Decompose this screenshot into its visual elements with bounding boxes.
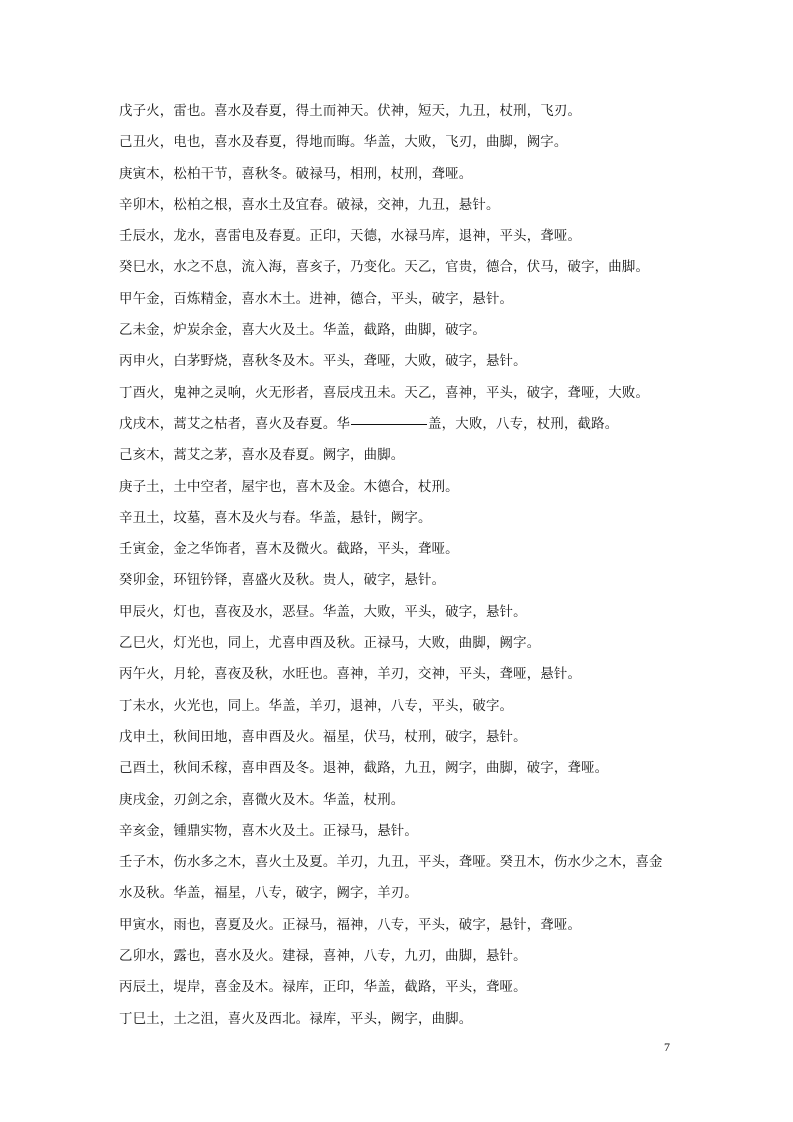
text-line: 戊申土，秋间田地，喜申酉及火。福星，伏马，杖刑，破字，悬针。: [119, 729, 527, 745]
text-before-blank: 戊戌木，蒿艾之枯者，喜火及春夏。华: [119, 416, 351, 432]
text-line: 壬寅金，金之华饰者，喜木及微火。截路，平头，聋哑。: [119, 542, 459, 558]
text-line: 庚子土，土中空者，屋宇也，喜木及金。木德合，杖刑。: [119, 479, 459, 495]
text-line: 丙申火，白茅野烧，喜秋冬及木。平头，聋哑，大败，破字，悬针。: [119, 354, 527, 370]
text-line: 辛亥金，锺鼎实物，喜木火及土。正禄马，悬针。: [119, 823, 418, 839]
page-number: 7: [664, 1040, 670, 1054]
text-line: 丙辰土，堤岸，喜金及木。禄库，正印，华盖，截路，平头，聋哑。: [119, 980, 527, 996]
text-line: 己亥木，蒿艾之茅，喜水及春夏。阙字，曲脚。: [119, 448, 405, 464]
text-line: 乙巳火，灯光也，同上，尤喜申酉及秋。正禄马，大败，曲脚，阙字。: [119, 636, 541, 652]
text-line: 己酉土，秋间禾稼，喜申酉及冬。退神，截路，九丑，阙字，曲脚，破字，聋哑。: [119, 761, 609, 777]
fill-in-blank: [351, 423, 427, 425]
text-line: 庚寅木，松柏干节，喜秋冬。破禄马，相刑，杖刑，聋哑。: [119, 166, 473, 182]
text-line: 乙卯水，露也，喜水及火。建禄，喜神，八专，九刃，曲脚，悬针。: [119, 949, 527, 965]
text-line: 丁巳土，土之沮，喜火及西北。禄库，平头，阙字，曲脚。: [119, 1011, 473, 1027]
text-line: 戊子火，雷也。喜水及春夏，得土而神天。伏神，短天，九丑，杖刑，飞刃。: [119, 104, 582, 119]
text-line: 丙午火，月轮，喜夜及秋，水旺也。喜神，羊刃，交神，平头，聋哑，悬针。: [119, 667, 582, 683]
text-line: 甲午金，百炼精金，喜水木土。进神，德合，平头，破字，悬针。: [119, 291, 514, 307]
text-line: 壬辰水，龙水，喜雷电及春夏。正印，天德，水禄马库，退神，平头，聋哑。: [119, 229, 582, 245]
text-line: 甲寅水，雨也，喜夏及火。正禄马，福神，八专，平头，破字，悬针，聋哑。: [119, 917, 582, 933]
text-after-blank: 盖，大败，八专，杖刑，截路。: [428, 416, 619, 432]
text-line: 壬子木，伤水多之木，喜火土及夏。羊刃，九丑，平头，聋哑。癸丑木，伤水少之木，喜金: [119, 855, 663, 871]
text-line: 乙未金，炉炭余金，喜大火及土。华盖，截路，曲脚，破字。: [119, 323, 486, 339]
text-line: 庚戌金，刃剑之余，喜微火及木。华盖，杖刑。: [119, 792, 405, 808]
text-line-with-blank: [119, 409, 679, 440]
text-body: [119, 96, 679, 1035]
text-line: 丁未水，火光也，同上。华盖，羊刃，退神，八专，平头，破字。: [119, 698, 514, 714]
text-line: 己丑火，电也，喜水及春夏，得地而晦。华盖，大败，飞刃，曲脚，阙字。: [119, 135, 568, 151]
text-line: 癸巳水，水之不息，流入海，喜亥子，乃变化。天乙，官贵，德合，伏马，破字，曲脚。: [119, 260, 650, 276]
text-line: 丁酉火，鬼神之灵响，火无形者，喜辰戌丑未。天乙，喜神，平头，破字，聋哑，大败。: [119, 385, 650, 401]
text-line: 癸卯金，环钮钤铎，喜盛火及秋。贵人，破字，悬针。: [119, 573, 446, 589]
text-line: 辛丑土，坟墓，喜木及火与春。华盖，悬针，阙字。: [119, 510, 432, 526]
text-line: 辛卯木，松柏之根，喜水土及宜春。破禄，交神，九丑，悬针。: [119, 197, 500, 213]
text-line: 甲辰火，灯也，喜夜及水，恶昼。华盖，大败，平头，破字，悬针。: [119, 604, 527, 620]
text-line: 水及秋。华盖，福星，八专，破字，阙字，羊刃。: [119, 886, 418, 902]
